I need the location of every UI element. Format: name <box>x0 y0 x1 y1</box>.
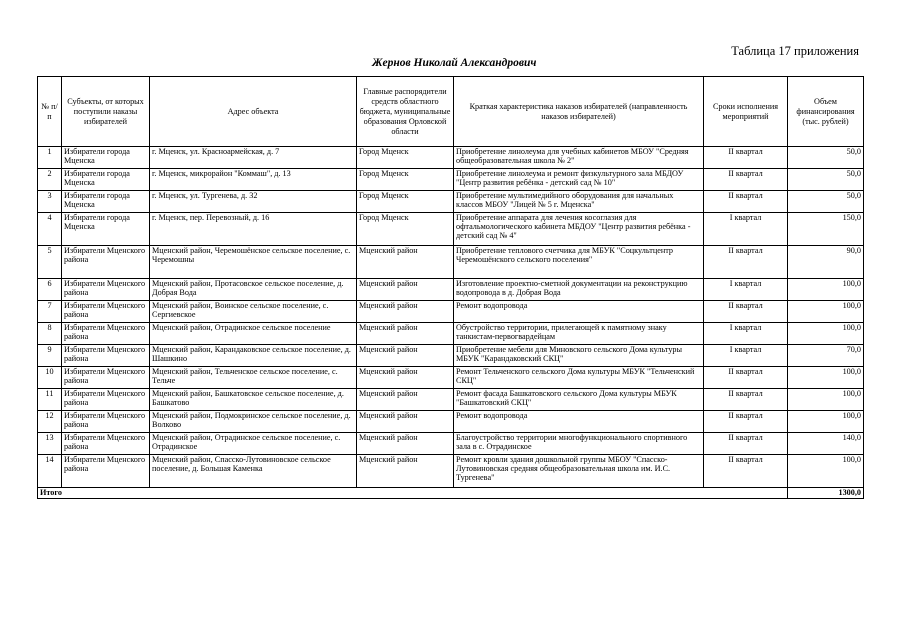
row-num: 1 <box>38 147 62 169</box>
table-body <box>38 147 864 488</box>
table-row <box>38 147 864 169</box>
table-row <box>38 169 864 191</box>
row-subject: Избиратели Мценского района <box>62 455 150 488</box>
row-subject: Избиратели Мценского района <box>62 246 150 279</box>
row-description: Приобретение теплового счетчика для МБУК "Соцкультцентр Черемошёнского сельского поселения" <box>454 246 704 279</box>
row-amount: 100,0 <box>788 279 864 301</box>
table-row <box>38 279 864 301</box>
row-address: Мценский район, Тельченское сельское поселение, с. Тельче <box>150 367 357 389</box>
row-period: I квартал <box>704 323 788 345</box>
row-address: г. Мценск, пер. Перевозный, д. 16 <box>150 213 357 246</box>
header-subjects: Субъекты, от которых поступили наказы избирателей <box>62 77 150 147</box>
header-managers: Главные распорядители средств областного бюджета, муниципальные образования Орловской области <box>357 77 454 147</box>
row-period: II квартал <box>704 389 788 411</box>
row-num: 14 <box>38 455 62 488</box>
row-manager: Город Мценск <box>357 147 454 169</box>
row-address: Мценский район, Карандаковское сельское поселение, д. Шашкино <box>150 345 357 367</box>
row-period: II квартал <box>704 301 788 323</box>
row-description: Ремонт Тельченского сельского Дома культуры МБУК "Тельченский СКЦ" <box>454 367 704 389</box>
row-description: Ремонт водопровода <box>454 301 704 323</box>
row-amount: 50,0 <box>788 169 864 191</box>
table-row <box>38 411 864 433</box>
row-address: Мценский район, Подмокринское сельское поселение, д. Волково <box>150 411 357 433</box>
row-manager: Мценский район <box>357 323 454 345</box>
row-period: I квартал <box>704 213 788 246</box>
row-num: 10 <box>38 367 62 389</box>
table-row <box>38 433 864 455</box>
row-address: Мценский район, Отрадинское сельское поселение, с. Отрадинское <box>150 433 357 455</box>
row-manager: Мценский район <box>357 389 454 411</box>
row-address: г. Мценск, микрорайон "Коммаш", д. 13 <box>150 169 357 191</box>
row-manager: Город Мценск <box>357 213 454 246</box>
row-period: II квартал <box>704 455 788 488</box>
total-row <box>38 488 864 499</box>
table-row <box>38 367 864 389</box>
table-row <box>38 323 864 345</box>
row-num: 8 <box>38 323 62 345</box>
row-address: Мценский район, Башкатовское сельское поселение, д. Башкатово <box>150 389 357 411</box>
row-subject: Избиратели Мценского района <box>62 389 150 411</box>
row-description: Приобретение линолеума для учебных кабинетов МБОУ "Средняя общеобразовательная школа № 2" <box>454 147 704 169</box>
row-period: II квартал <box>704 147 788 169</box>
table-row <box>38 213 864 246</box>
row-subject: Избиратели города Мценска <box>62 191 150 213</box>
header-description: Краткая характеристика наказов избирателей (направленность наказов избирателей) <box>454 77 704 147</box>
row-amount: 100,0 <box>788 455 864 488</box>
row-address: Мценский район, Протасовское сельское поселение, д. Добрая Вода <box>150 279 357 301</box>
row-num: 3 <box>38 191 62 213</box>
row-amount: 70,0 <box>788 345 864 367</box>
row-period: II квартал <box>704 169 788 191</box>
row-subject: Избиратели Мценского района <box>62 323 150 345</box>
row-address: Мценский район, Спасско-Лутовиновское сельское поселение, д. Большая Каменка <box>150 455 357 488</box>
row-amount: 100,0 <box>788 367 864 389</box>
header-num: № п/п <box>38 77 62 147</box>
row-manager: Город Мценск <box>357 191 454 213</box>
row-description: Изготовление проектно-сметной документации на реконструкцию водопровода в д. Добрая Вода <box>454 279 704 301</box>
row-manager: Мценский район <box>357 455 454 488</box>
row-subject: Избиратели Мценского района <box>62 411 150 433</box>
table-row <box>38 345 864 367</box>
row-description: Приобретение мебели для Миновского сельского Дома культуры МБУК "Карандаковский СКЦ" <box>454 345 704 367</box>
row-amount: 100,0 <box>788 323 864 345</box>
row-amount: 50,0 <box>788 147 864 169</box>
row-amount: 140,0 <box>788 433 864 455</box>
row-manager: Мценский район <box>357 345 454 367</box>
row-subject: Избиратели Мценского района <box>62 279 150 301</box>
row-subject: Избиратели города Мценска <box>62 213 150 246</box>
header-amount: Объем финансирования (тыс. рублей) <box>788 77 864 147</box>
row-manager: Мценский район <box>357 367 454 389</box>
row-address: г. Мценск, ул. Тургенева, д. 32 <box>150 191 357 213</box>
row-num: 5 <box>38 246 62 279</box>
row-num: 4 <box>38 213 62 246</box>
row-description: Обустройство территории, прилегающей к памятному знаку танкистам-первогвардейцам <box>454 323 704 345</box>
row-amount: 90,0 <box>788 246 864 279</box>
row-description: Ремонт кровли здания дошкольной группы МБОУ "Спасско-Лутовиновская средняя общеобразовательная школа им. И.С. Тургенева" <box>454 455 704 488</box>
table-row <box>38 191 864 213</box>
row-description: Ремонт водопровода <box>454 411 704 433</box>
row-manager: Мценский район <box>357 433 454 455</box>
row-subject: Избиратели Мценского района <box>62 301 150 323</box>
deputy-name: Жернов Николай Александрович <box>372 57 537 69</box>
row-period: I квартал <box>704 345 788 367</box>
voter-mandates-table <box>37 76 864 499</box>
row-manager: Город Мценск <box>357 169 454 191</box>
table-row <box>38 246 864 279</box>
row-amount: 100,0 <box>788 301 864 323</box>
row-description: Ремонт фасада Башкатовского сельского Дома культуры МБУК "Башкатовский СКЦ" <box>454 389 704 411</box>
row-amount: 100,0 <box>788 389 864 411</box>
row-description: Приобретение аппарата для лечения косоглазия для офтальмологического кабинета МБДОУ "Центр развития ребёнка - детский сад № 4" <box>454 213 704 246</box>
row-description: Благоустройство территории многофункционального спортивного зала в с. Отрадинское <box>454 433 704 455</box>
row-num: 9 <box>38 345 62 367</box>
row-description: Приобретение мультимедийного оборудования для начальных классов МБОУ "Лицей № 5 г. Мценска" <box>454 191 704 213</box>
table-header-row <box>38 77 864 147</box>
row-num: 7 <box>38 301 62 323</box>
row-subject: Избиратели Мценского района <box>62 367 150 389</box>
row-address: г. Мценск, ул. Красноармейская, д. 7 <box>150 147 357 169</box>
row-subject: Избиратели города Мценска <box>62 169 150 191</box>
row-num: 11 <box>38 389 62 411</box>
total-amount: 1300,0 <box>788 488 864 499</box>
row-amount: 100,0 <box>788 411 864 433</box>
appendix-label: Таблица 17 приложения <box>731 44 859 58</box>
total-label: Итого <box>38 488 788 499</box>
row-address: Мценский район, Отрадинское сельское поселение <box>150 323 357 345</box>
table-row <box>38 389 864 411</box>
row-period: II квартал <box>704 191 788 213</box>
row-period: II квартал <box>704 411 788 433</box>
row-address: Мценский район, Черемошёнское сельское поселение, с. Черемошны <box>150 246 357 279</box>
row-num: 12 <box>38 411 62 433</box>
row-num: 6 <box>38 279 62 301</box>
row-manager: Мценский район <box>357 279 454 301</box>
row-subject: Избиратели Мценского района <box>62 433 150 455</box>
row-period: II квартал <box>704 367 788 389</box>
row-period: II квартал <box>704 246 788 279</box>
row-manager: Мценский район <box>357 301 454 323</box>
row-subject: Избиратели Мценского района <box>62 345 150 367</box>
row-num: 2 <box>38 169 62 191</box>
row-amount: 150,0 <box>788 213 864 246</box>
row-amount: 50,0 <box>788 191 864 213</box>
row-num: 13 <box>38 433 62 455</box>
table-row <box>38 301 864 323</box>
row-manager: Мценский район <box>357 246 454 279</box>
row-manager: Мценский район <box>357 411 454 433</box>
row-description: Приобретение линолеума и ремонт физкультурного зала МБДОУ "Центр развития ребёнка - детский сад № 10" <box>454 169 704 191</box>
header-address: Адрес объекта <box>150 77 357 147</box>
row-address: Мценский район, Воинское сельское поселение, с. Сергиевское <box>150 301 357 323</box>
row-period: I квартал <box>704 279 788 301</box>
row-period: II квартал <box>704 433 788 455</box>
header-period: Сроки исполнения мероприятий <box>704 77 788 147</box>
row-subject: Избиратели города Мценска <box>62 147 150 169</box>
table-row <box>38 455 864 488</box>
